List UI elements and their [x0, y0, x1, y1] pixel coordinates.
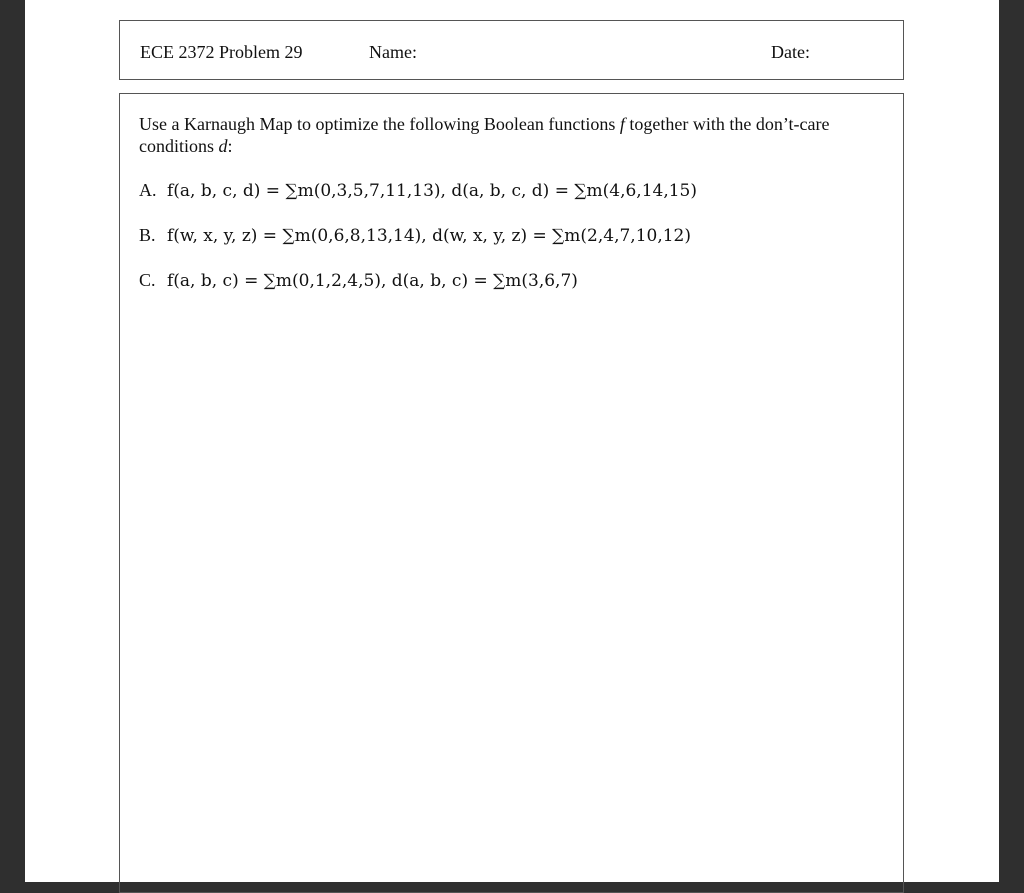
header-box: [119, 20, 904, 80]
instructions: [139, 113, 891, 157]
instructions-text-1: Use a Karnaugh Map to optimize the following Boolean functions: [139, 114, 620, 134]
f-symbol: f: [619, 114, 625, 134]
worksheet-page: [25, 0, 999, 882]
course-title: ECE 2372 Problem 29: [140, 42, 303, 62]
problem-expression: f(a, b, c, d) = ∑m(0,3,5,7,11,13), d(a, b, c, d) = ∑m(4,6,14,15): [167, 181, 697, 201]
problem-label: C.: [139, 270, 156, 290]
problem-list: [139, 179, 891, 314]
problem-label: A.: [139, 180, 157, 200]
d-symbol: d: [218, 136, 228, 156]
problem-a: [139, 179, 891, 224]
problem-c: [139, 269, 891, 314]
problem-label: B.: [139, 225, 156, 245]
instructions-text-2: together with the don’t-care conditions: [139, 114, 830, 156]
problem-b: [139, 224, 891, 269]
problem-expression: f(w, x, y, z) = ∑m(0,6,8,13,14), d(w, x, y, z) = ∑m(2,4,7,10,12): [167, 226, 692, 246]
instructions-text-3: :: [227, 136, 233, 156]
name-label: Name:: [369, 42, 417, 62]
date-label: Date:: [771, 42, 810, 62]
problem-expression: f(a, b, c) = ∑m(0,1,2,4,5), d(a, b, c) = ∑m(3,6,7): [167, 271, 578, 291]
problem-box: [119, 93, 904, 893]
